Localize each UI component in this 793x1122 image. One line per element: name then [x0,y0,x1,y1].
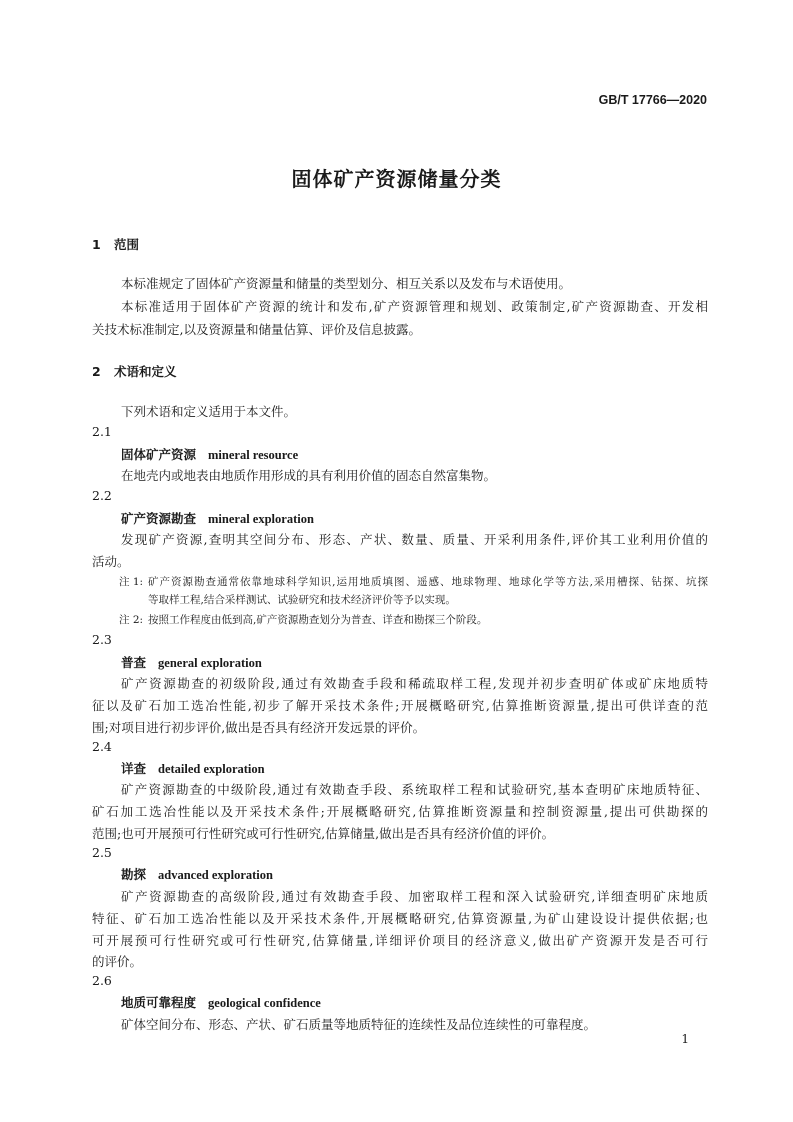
term-english: general exploration [158,656,262,670]
term-chinese: 矿产资源勘查 [121,511,197,526]
term-english: geological confidence [208,996,321,1010]
note-text: 矿产资源勘查通常依靠地球科学知识,运用地质填图、遥感、地球物理、地球化学等方法,采用槽探、钻探、坑探 [148,576,708,588]
paragraph-line: 本标准规定了固体矿产资源量和储量的类型划分、相互关系以及发布与术语使用。 [121,276,572,291]
term-number: 2.4 [92,739,112,754]
definition-line: 矿石加工选冶性能以及开采技术条件;开展概略研究,估算推断资源量和控制资源量,提出可供勘探的 [92,804,708,819]
definition-line: 可开展预可行性研究或可行性研究,估算储量,详细评价项目的经济意义,做出矿产资源开发是否可行 [92,933,708,948]
term-english: mineral exploration [208,512,314,526]
section-1-heading [92,235,708,253]
term-english: detailed exploration [158,762,265,776]
definition-line: 矿产资源勘查的中级阶段,通过有效勘查手段、系统取样工程和试验研究,基本查明矿床地质特征、 [121,782,708,797]
paragraph-line: 本标准适用于固体矿产资源的统计和发布,矿产资源管理和规划、政策制定,矿产资源勘查、开发相 [121,299,708,314]
note-text: 等取样工程,结合采样测试、试验研究和技术经济评价等予以实现。 [148,594,456,606]
note-label: 注 1: [119,576,144,588]
term-heading [121,445,708,463]
term-number: 2.3 [92,632,112,647]
term-chinese: 普查 [121,655,147,670]
paragraph-line: 下列术语和定义适用于本文件。 [121,404,297,419]
page-number: 1 [681,1032,689,1046]
definition-line: 围;对项目进行初步评价,做出是否具有经济开发远景的评价。 [92,720,426,735]
term-number: 2.6 [92,973,112,988]
section-title: 术语和定义 [114,364,177,379]
term-chinese: 固体矿产资源 [121,447,197,462]
term-number: 2.1 [92,424,112,439]
term-chinese: 详查 [121,761,147,776]
definition-line: 的评价。 [92,954,143,969]
section-title: 范围 [114,237,140,252]
note-text: 按照工作程度由低到高,矿产资源勘查划分为普查、详查和勘探三个阶段。 [148,614,488,626]
term-number: 2.5 [92,845,112,860]
term-chinese: 勘探 [121,867,147,882]
term-number: 2.2 [92,488,112,503]
term-heading [121,993,708,1011]
term-heading [121,653,708,671]
term-heading [121,759,708,777]
definition-line: 矿产资源勘查的高级阶段,通过有效勘查手段、加密取样工程和深入试验研究,详细查明矿床地质 [121,889,708,904]
section-number: 2 [92,364,101,379]
definition-line: 矿体空间分布、形态、产状、矿石质量等地质特征的连续性及品位连续性的可靠程度。 [121,1017,597,1032]
definition-line: 矿产资源勘查的初级阶段,通过有效勘查手段和稀疏取样工程,发现并初步查明矿体或矿床地质特 [121,676,708,691]
definition-line: 范围;也可开展预可行性研究或可行性研究,估算储量,做出是否具有经济价值的评价。 [92,826,555,841]
standard-number: GB/T 17766—2020 [598,93,707,107]
term-heading [121,509,708,527]
term-chinese: 地质可靠程度 [121,995,197,1010]
document-title: 固体矿产资源储量分类 [291,167,502,191]
term-heading [121,865,708,883]
term-english: mineral resource [208,448,299,462]
paragraph-line: 关技术标准制定,以及资源量和储量估算、评价及信息披露。 [92,322,421,337]
definition-line: 发现矿产资源,查明其空间分布、形态、产状、数量、质量、开采利用条件,评价其工业利用价值的 [121,532,708,547]
definition-line: 特征、矿石加工选冶性能以及开采技术条件,开展概略研究,估算资源量,为矿山建设设计提供依据;也 [92,911,708,926]
definition-line: 活动。 [92,554,130,569]
section-number: 1 [92,237,101,252]
definition-line: 征以及矿石加工选冶性能,初步了解开采技术条件;开展概略研究,估算推断资源量,提出可供详查的范 [92,698,708,713]
definition-line: 在地壳内或地表由地质作用形成的具有利用价值的固态自然富集物。 [121,468,497,483]
term-english: advanced exploration [158,868,273,882]
note-label: 注 2: [119,614,144,626]
section-2-heading [92,362,708,380]
